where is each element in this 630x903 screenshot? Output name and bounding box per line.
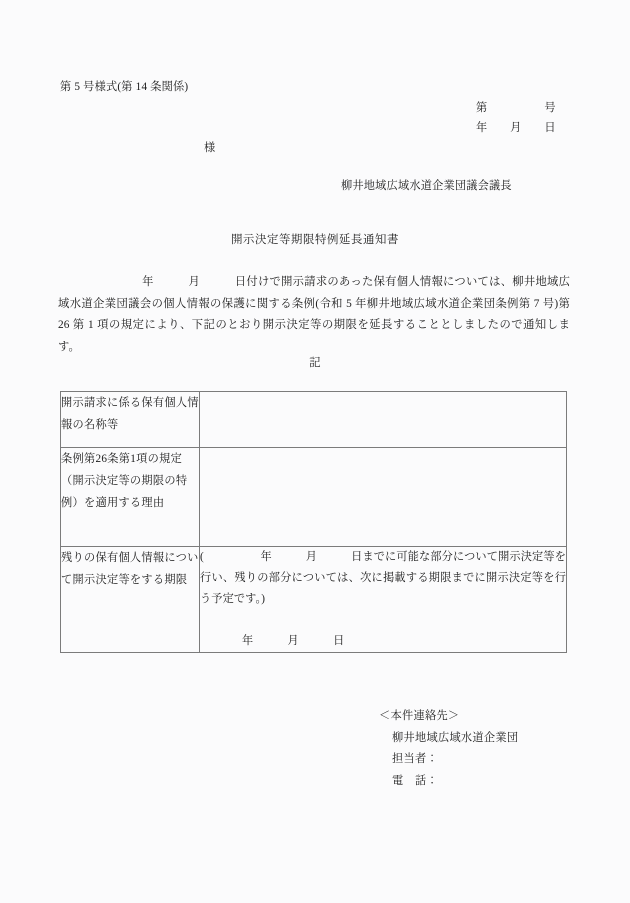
table-row: [61, 392, 567, 448]
contact-heading: ＜本件連絡先＞: [379, 710, 460, 722]
document-number-field: 第 号: [476, 102, 556, 114]
document-title: 開示決定等期限特例延長通知書: [231, 234, 399, 246]
table-row: [61, 547, 567, 653]
table-row-value[interactable]: [200, 392, 567, 448]
table-row-label: 条例第26条第1項の規定（開示決定等の期限の特例）を適用する理由: [61, 448, 200, 547]
addressee-honorific: 様: [204, 142, 216, 154]
table-row-label: 残りの保有個人情報について開示決定等をする期限: [61, 547, 200, 653]
contact-phone-label: 電 話：: [392, 774, 438, 787]
table-row-value[interactable]: [200, 448, 567, 547]
form-number: 第 5 号様式(第 14 条関係): [60, 81, 189, 93]
document-date-field: 年 月 日: [476, 122, 556, 134]
ki-marker: 記: [309, 357, 321, 369]
contact-block: [379, 706, 518, 792]
body-paragraph: [58, 272, 570, 358]
table-row: [61, 448, 567, 547]
deadline-description: ( 年 月 日までに可能な部分について開示決定等を行い、残りの部分については、次に掲載する期限までに開示決定等を行う予定です。): [200, 551, 566, 605]
body-paragraph-rest: 企業団議会の個人情報の保護に関する条例(令和 5 年柳井地域広域水道企業団条例第 7 号)第 26 第 1 項の規定により、下記のとおり開示決定等の期限を延長することとしましたので通知します。: [58, 297, 570, 353]
issuer-name: 柳井地域広域水道企業団議会議長: [341, 180, 512, 192]
contact-person-label: 担当者：: [392, 753, 438, 765]
information-table: [60, 391, 567, 653]
contact-organization: 柳井地域広域水道企業団: [392, 731, 519, 744]
table-row-value[interactable]: [200, 547, 567, 653]
body-paragraph-lead: 年 月 日付けで開示請求のあった保有個人情報については、柳井地域広域水道: [58, 276, 570, 310]
table-row-label: 開示請求に係る保有個人情報の名称等: [61, 392, 200, 448]
deadline-date-field[interactable]: 年 月 日: [242, 635, 345, 647]
